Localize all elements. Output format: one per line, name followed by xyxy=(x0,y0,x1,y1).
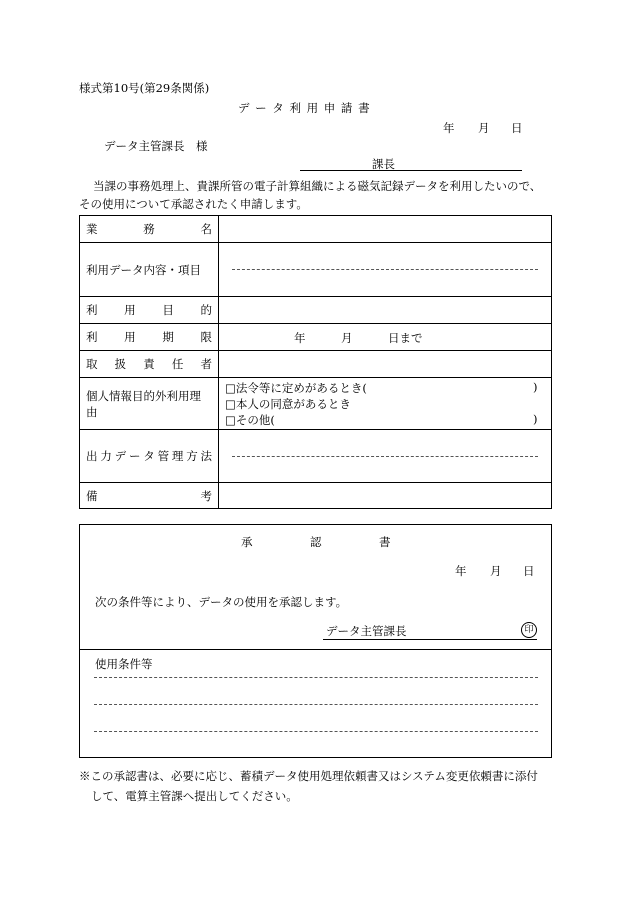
body-text-line1: 当課の事務処理上、貴課所管の電子計算組織による磁気記録データを利用したいので、 xyxy=(93,179,542,193)
approval-statement: 次の条件等により、データの使用を承認します。 xyxy=(95,595,348,609)
period-until-label: 日まで xyxy=(388,331,423,345)
seal-mark-icon: 印 xyxy=(521,622,537,638)
business-name-field[interactable] xyxy=(219,216,551,242)
period-field[interactable] xyxy=(219,324,551,350)
option-other-close: ) xyxy=(533,412,538,426)
data-content-dotted-line xyxy=(232,269,538,270)
addressee: データ主管課長 様 xyxy=(104,139,208,153)
label-output-data-management: 出 力 デ ー タ 管 理 方 法 xyxy=(86,449,212,463)
option-consent[interactable]: □本人の同意があるとき xyxy=(225,397,351,411)
approval-title-char: 承 xyxy=(241,535,253,549)
body-text-line2: その使用について承認されたく申請します。 xyxy=(79,197,308,211)
date-day-label: 日 xyxy=(511,121,523,135)
label-responsible-person: 取 扱 責 任 者 xyxy=(86,357,212,371)
label-remarks: 備 考 xyxy=(86,489,212,503)
approver-signature-line xyxy=(323,639,537,640)
label-purpose: 利 用 目 的 xyxy=(86,303,212,317)
form-number: 様式第10号(第29条関係) xyxy=(79,81,210,95)
approval-section-divider xyxy=(79,649,552,650)
approval-date-day: 日 xyxy=(523,564,535,578)
conditions-dotted-line xyxy=(94,731,538,732)
applicant-section-suffix: 課長 xyxy=(372,157,395,171)
approval-box xyxy=(79,524,552,758)
footer-note-line2: して、電算主管課へ提出してください。 xyxy=(91,789,298,803)
option-legal-basis-close: ) xyxy=(533,380,538,394)
label-personal-info-reason: 個人情報目的外利用理由 xyxy=(86,388,201,419)
approval-date-year: 年 xyxy=(455,564,467,578)
date-year-label: 年 xyxy=(443,121,455,135)
applicant-signature-line xyxy=(300,170,522,171)
output-data-dotted-line xyxy=(232,456,538,457)
date-month-label: 月 xyxy=(478,121,490,135)
label-business-name: 業 務 名 xyxy=(86,222,212,236)
conditions-dotted-line xyxy=(94,677,538,678)
form-title: デ ー タ 利 用 申 請 書 xyxy=(238,101,371,115)
footer-note-line1: ※この承認書は、必要に応じ、蓄積データ使用処理依頼書又はシステム変更依頼書に添付 xyxy=(79,769,538,783)
label-period: 利 用 期 限 xyxy=(86,330,212,344)
option-other[interactable]: □その他( xyxy=(225,413,275,427)
option-legal-basis[interactable]: □法令等に定めがあるとき( xyxy=(225,381,367,395)
label-data-content: 利用データ内容・項目 xyxy=(86,262,201,277)
approver-title: データ主管課長 xyxy=(326,624,407,638)
conditions-label: 使用条件等 xyxy=(95,657,153,671)
period-year-label: 年 xyxy=(294,331,306,345)
responsible-person-field[interactable] xyxy=(219,351,551,377)
approval-date-month: 月 xyxy=(490,564,502,578)
approval-title-char: 書 xyxy=(379,535,391,549)
conditions-dotted-line xyxy=(94,704,538,705)
remarks-field[interactable] xyxy=(219,483,551,509)
approval-title-char: 認 xyxy=(310,535,322,549)
purpose-field[interactable] xyxy=(219,297,551,323)
period-month-label: 月 xyxy=(341,331,353,345)
